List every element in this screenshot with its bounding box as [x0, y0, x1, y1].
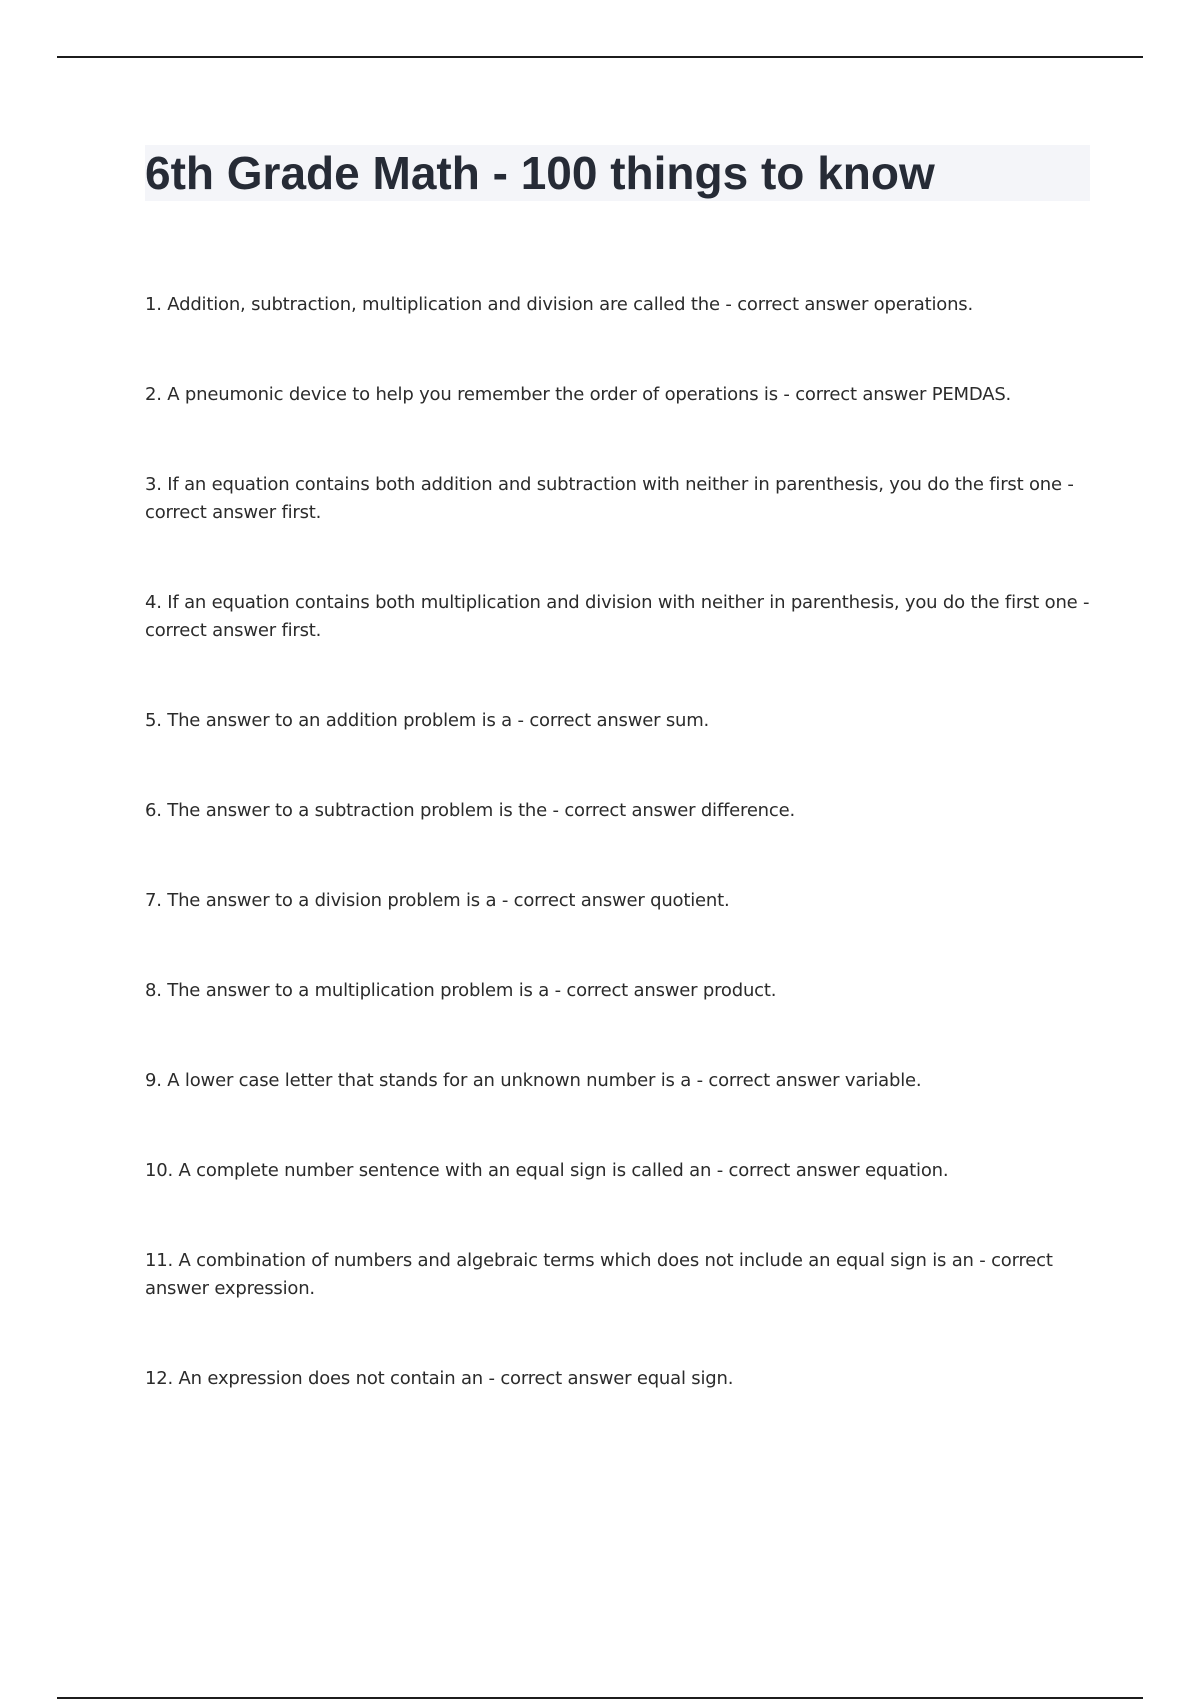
list-item: 12. An expression does not contain an - correct answer equal sign. [145, 1368, 734, 1389]
page-title: 6th Grade Math - 100 things to know [145, 147, 935, 199]
list-item: 4. If an equation contains both multiplication and division with neither in parenthesis, you do the first one - correct answer first. [145, 592, 1090, 641]
list-item: 7. The answer to a division problem is a - correct answer quotient. [145, 890, 730, 911]
bottom-divider [57, 1697, 1143, 1699]
title-block [145, 145, 1090, 201]
list-item: 6. The answer to a subtraction problem is the - correct answer difference. [145, 800, 795, 821]
list-item: 2. A pneumonic device to help you remember the order of operations is - correct answer PEMDAS. [145, 384, 1012, 405]
list-item: 5. The answer to an addition problem is a - correct answer sum. [145, 710, 710, 731]
list-item: 8. The answer to a multiplication problem is a - correct answer product. [145, 980, 777, 1001]
top-divider [57, 56, 1143, 58]
list-item: 9. A lower case letter that stands for an unknown number is a - correct answer variable. [145, 1070, 922, 1091]
list-item: 10. A complete number sentence with an equal sign is called an - correct answer equation. [145, 1160, 949, 1181]
list-item: 1. Addition, subtraction, multiplication and division are called the - correct answer operations. [145, 294, 973, 315]
question-list [145, 291, 1090, 1455]
list-item: 11. A combination of numbers and algebraic terms which does not include an equal sign is an - correct answer expression. [145, 1250, 1053, 1299]
list-item: 3. If an equation contains both addition and subtraction with neither in parenthesis, you do the first one - correct answer first. [145, 474, 1074, 523]
